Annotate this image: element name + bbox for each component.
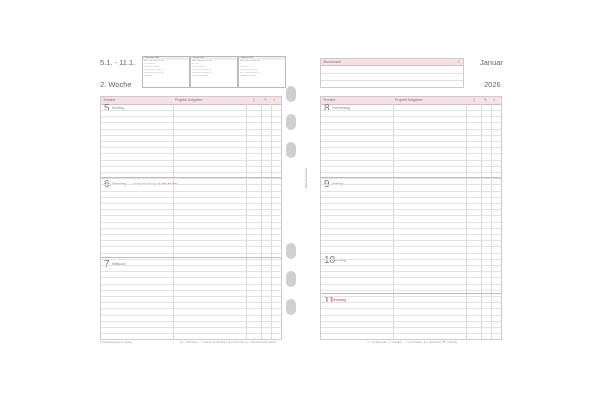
ruled-line bbox=[321, 240, 501, 241]
footer-legend: ☐ = Vorbemerkt ✓ = erledigt → = verschoben ✗ = gestrichen ⚑ = wichtig bbox=[366, 340, 457, 344]
ruled-line bbox=[321, 321, 501, 322]
ruled-line bbox=[101, 178, 281, 179]
ruled-line bbox=[321, 184, 501, 185]
check-icon: ✓ bbox=[273, 98, 276, 102]
mini-calendar-row: 16 17 18 19 20 21 22 bbox=[240, 72, 259, 74]
day-name: Donnerstag bbox=[332, 106, 351, 110]
ruled-line bbox=[321, 160, 501, 161]
ruled-line bbox=[321, 246, 501, 247]
mini-calendar-row: 19 20 21 22 23 24 25 bbox=[192, 72, 211, 74]
ruled-line bbox=[101, 253, 281, 254]
ruled-line bbox=[101, 129, 281, 130]
mini-calendar-title: Januar 2026 bbox=[191, 57, 237, 60]
ruled-line bbox=[101, 135, 281, 136]
ruled-line bbox=[101, 290, 281, 291]
ruled-line bbox=[321, 153, 501, 154]
day-number: 10 bbox=[324, 255, 336, 266]
mini-calendar-row: 12 13 14 15 16 17 18 bbox=[192, 69, 211, 71]
ruled-line bbox=[321, 296, 501, 297]
ruled-line bbox=[321, 135, 501, 136]
day-name: Freitag bbox=[332, 182, 343, 186]
day-name: Samstag bbox=[332, 258, 346, 262]
ruled-line bbox=[321, 302, 501, 303]
weekly-goal-title: Wochenziel bbox=[323, 60, 342, 64]
ruled-line bbox=[321, 308, 501, 309]
week-number: 2. Woche bbox=[100, 80, 132, 89]
day-name: Mittwoch bbox=[112, 262, 126, 266]
binder-hole bbox=[286, 271, 296, 287]
day-number: 7 bbox=[104, 259, 110, 270]
ruled-line bbox=[101, 197, 281, 198]
mini-calendar-row: 1 2 3 4 bbox=[192, 63, 199, 65]
ruled-line bbox=[101, 246, 281, 247]
mini-calendar-row: 1 bbox=[240, 63, 242, 65]
ruled-line bbox=[321, 228, 501, 229]
col-termine: Termine bbox=[323, 98, 336, 102]
mini-calendar-row: Mo Di Mi Do Fr Sa So bbox=[144, 60, 164, 62]
ruled-line bbox=[321, 110, 501, 111]
binder-hole bbox=[286, 243, 296, 259]
delegate-icon: ✎ bbox=[484, 98, 487, 102]
ruled-line bbox=[101, 110, 281, 111]
ruled-line bbox=[101, 203, 281, 204]
ruled-line bbox=[101, 172, 281, 173]
ruled-line bbox=[101, 116, 281, 117]
ruled-line bbox=[321, 147, 501, 148]
mini-calendar-row: 29 30 31 bbox=[144, 75, 152, 77]
ruled-line bbox=[101, 327, 281, 328]
ruled-line bbox=[321, 259, 501, 260]
day-number: 5 bbox=[104, 103, 110, 114]
ruled-line bbox=[321, 265, 501, 266]
ruled-line bbox=[321, 197, 501, 198]
ruled-line bbox=[101, 240, 281, 241]
ruled-line bbox=[101, 166, 281, 167]
mini-calendar-3 bbox=[238, 56, 286, 88]
ruled-line bbox=[321, 166, 501, 167]
ruled-line bbox=[321, 191, 501, 192]
day-number: 8 bbox=[324, 103, 330, 114]
col-termine: Termine bbox=[103, 98, 116, 102]
mini-calendar-row: Mo Di Mi Do Fr Sa So bbox=[192, 60, 212, 62]
ruled-line bbox=[321, 222, 501, 223]
ruled-line bbox=[101, 191, 281, 192]
ruled-line bbox=[101, 222, 281, 223]
mini-calendar-title: Februar 2026 bbox=[239, 57, 285, 60]
day-number: 6 bbox=[104, 179, 110, 190]
day-grid-left bbox=[100, 96, 282, 340]
priority-icon: ▯ bbox=[473, 98, 475, 102]
year-label: 2026 bbox=[484, 80, 501, 89]
mini-calendar-row: 9 10 11 12 13 14 15 bbox=[240, 69, 258, 71]
ruled-line bbox=[321, 116, 501, 117]
date-range: 5.1. - 11.1. bbox=[100, 58, 136, 67]
ruled-line bbox=[101, 147, 281, 148]
right-page bbox=[316, 50, 502, 346]
column-header bbox=[101, 97, 281, 105]
mini-calendar-row: 5 6 7 8 9 10 11 bbox=[192, 66, 206, 68]
ruled-line bbox=[321, 178, 501, 179]
ruled-line bbox=[321, 315, 501, 316]
ruled-line bbox=[101, 209, 281, 210]
ruled-line bbox=[101, 228, 281, 229]
ruled-line bbox=[101, 333, 281, 334]
ruled-line bbox=[321, 203, 501, 204]
ruled-line bbox=[101, 122, 281, 123]
priority-icon: ▯ bbox=[253, 98, 255, 102]
ruled-line bbox=[101, 277, 281, 278]
ruled-line bbox=[321, 327, 501, 328]
holiday-note: Heilige Drei Könige (A, BW, BY, ST) bbox=[133, 182, 178, 186]
ruled-line bbox=[321, 284, 501, 285]
weekly-goal-box bbox=[320, 58, 464, 88]
mini-calendar-row: 15 16 17 18 19 20 21 bbox=[144, 69, 163, 71]
binder-hole bbox=[286, 299, 296, 315]
ruled-line bbox=[321, 172, 501, 173]
ruled-line bbox=[101, 271, 281, 272]
binder-hole bbox=[286, 114, 296, 130]
mini-calendar-row: 1 2 3 4 5 6 7 bbox=[144, 63, 156, 65]
day-name: Montag bbox=[112, 106, 124, 110]
ruled-line bbox=[101, 160, 281, 161]
ruled-line bbox=[321, 209, 501, 210]
left-page bbox=[96, 50, 282, 346]
ruled-line bbox=[101, 315, 281, 316]
ruled-line bbox=[101, 259, 281, 260]
ruled-line bbox=[101, 153, 281, 154]
mini-calendar-row: 22 23 24 25 26 27 28 bbox=[144, 72, 163, 74]
center-label: Made in Germany bbox=[305, 168, 308, 188]
mini-calendar-row: 2 3 4 5 6 7 8 bbox=[240, 66, 252, 68]
ruled-line bbox=[101, 308, 281, 309]
day-name-sunday: Sonntag bbox=[333, 298, 347, 302]
ruled-line bbox=[101, 215, 281, 216]
month-label: Januar bbox=[480, 58, 503, 67]
ruled-line bbox=[321, 333, 501, 334]
ruled-line bbox=[101, 284, 281, 285]
weekly-goal-label bbox=[321, 59, 463, 66]
ruled-line bbox=[321, 277, 501, 278]
footer-publisher: © Zeitplansysteme Verlag bbox=[100, 340, 132, 344]
ruled-line bbox=[321, 129, 501, 130]
day-name: Dienstag bbox=[112, 182, 126, 186]
check-icon: ✓ bbox=[493, 98, 496, 102]
mini-calendar-row: 23 24 25 26 27 28 bbox=[240, 75, 257, 77]
ruled-line bbox=[321, 122, 501, 123]
mini-calendar-2 bbox=[190, 56, 238, 88]
ruled-line bbox=[101, 234, 281, 235]
ruled-line bbox=[321, 271, 501, 272]
mini-calendar-row: 26 27 28 29 30 31 bbox=[192, 75, 209, 77]
col-projekt: Projekt/ Aufgaben bbox=[395, 98, 423, 102]
delegate-icon: ✎ bbox=[264, 98, 267, 102]
ruled-line bbox=[321, 215, 501, 216]
ruled-line bbox=[101, 296, 281, 297]
mini-calendar-row: Mo Di Mi Do Fr Sa So bbox=[240, 60, 260, 62]
mini-calendar-title: Dezember 2025 bbox=[143, 57, 189, 60]
ruled-line bbox=[321, 290, 501, 291]
ruled-line bbox=[321, 253, 501, 254]
ruled-line bbox=[101, 321, 281, 322]
ruled-line bbox=[321, 141, 501, 142]
day-grid-right bbox=[320, 96, 502, 340]
binder-hole bbox=[286, 86, 296, 102]
ruled-line bbox=[101, 265, 281, 266]
day-number: 9 bbox=[324, 179, 330, 190]
ruled-line bbox=[101, 302, 281, 303]
footer-moon-legend: ◎ = Vollmond ◐ = zunehmender Mond ● = Neumond ◑ = abnehmender Mond bbox=[180, 340, 277, 344]
binder-hole bbox=[286, 142, 296, 158]
ruled-line bbox=[101, 141, 281, 142]
ruled-line bbox=[321, 234, 501, 235]
mini-calendar-1 bbox=[142, 56, 190, 88]
col-projekt: Projekt/ Aufgaben bbox=[175, 98, 203, 102]
ruled-line bbox=[101, 184, 281, 185]
mini-calendar-row: 8 9 10 11 12 13 14 bbox=[144, 66, 161, 68]
check-icon: ✓ bbox=[457, 60, 460, 64]
column-header bbox=[321, 97, 501, 105]
day-number-sunday: 11 bbox=[324, 295, 335, 306]
